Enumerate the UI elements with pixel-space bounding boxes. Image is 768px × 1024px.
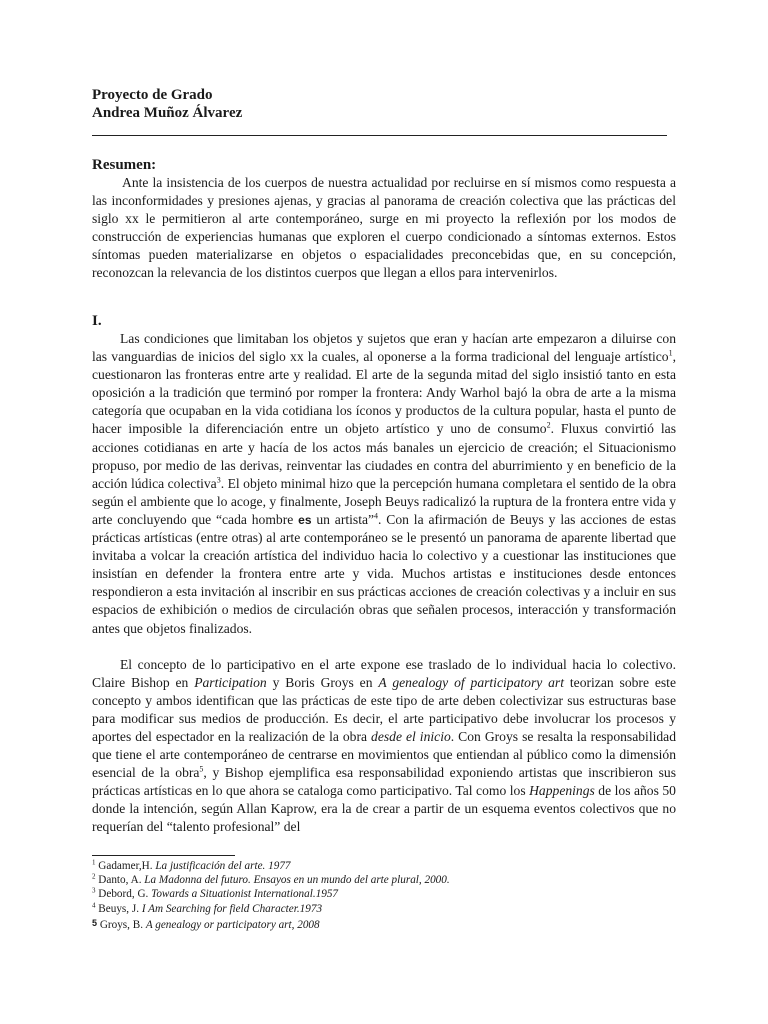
- book-title-genealogy: A genealogy of participatory art: [378, 674, 565, 690]
- body-paragraph-2: El concepto de lo participativo en el arte expone ese traslado de lo individual hacia lo colectivo. Claire Bishop en Participation y Boris Groys en A genealogy of participatory art teorizan sobre este concepto y ambos identifican que las prácticas de este tipo de arte deben colectivizar sus estructuras base para modificar sus medios de producción. Es decir, el arte participativo debe involucrar los procesos y aportes del espectador en la realización de la obra desde el inicio. Con Groys se resalta la responsabilidad que tiene el arte contemporáneo de centrarse en movimientos que entiendan al público como la dimensión esencial de la obra$^5$, y Bishop ejemplifica esa responsabilidad exponiendo artistas que inscribieron sus prácticas artísticas en lo que ahora se cataloga como participativo. Tal como los Happenings de los años 50 donde la intención, según Allan Kaprow, era la de crear a partir de un esquema eventos colectivos que no requerían del “talento profesional” del: [92, 656, 676, 835]
- abstract-heading: Resumen:: [92, 157, 157, 173]
- abstract-section: [92, 156, 676, 283]
- footnote-ref-4: 4: [374, 511, 379, 521]
- header-rule: [92, 135, 667, 136]
- section-heading: I.: [92, 313, 102, 329]
- emphasis-es: es: [298, 512, 312, 527]
- footnote: $^2$ Danto, A. La Madonna del futuro. Ensayos en un mundo del arte plural, 2000.: [92, 872, 450, 887]
- footnote: $^4$ Beuys, J. I Am Searching for field Character.1973: [92, 900, 323, 915]
- emphasis-desde-el-inicio: desde el inicio: [371, 728, 451, 744]
- footnote-ref-1: 1: [668, 348, 673, 358]
- footnotes: [92, 859, 592, 932]
- footnote: $^3$ Debord, G. Towards a Situationist International.1957: [92, 886, 339, 901]
- footnote: 5 Groys, B. A genealogy or participatory art, 2008: [92, 917, 320, 931]
- footnote: $^1$ Gadamer,H. La justificación del arte. 1977: [92, 858, 291, 872]
- footnote-ref-2: 2: [546, 420, 551, 430]
- document-header: [92, 86, 672, 122]
- body-paragraph-1: Las condiciones que limitaban los objetos y sujetos que eran y hacían arte empezaron a diluirse con las vanguardias de inicios del siglo xx la cuales, al oponerse a la forma tradicional del lenguaje artístico$^1$, cuestionaron las fronteras entre arte y realidad. El arte de la segunda mitad del siglo insistió tanto en esta oposición a la tradición que terminó por romper la frontera: Andy Warhol bajó la obra de arte a la misma categoría que ocupaban en la vida cotidiana los íconos y productos de la cultura popular, hasta el punto de hacer imposible la diferenciación entre un objeto artístico y uno de consumo$^2$. Fluxus convirtió las acciones cotidianas en arte y hacía de los actos más banales un ejercicio de creación; el Situacionismo propuso, por medio de las derivas, reinventar las ciudades en contra del aburrimiento y en beneficio de la acción lúdica colectiva$^3$. El objeto minimal hizo que la percepción humana completara el sentido de la obra según el ambiente que lo acoge, y finalmente, Joseph Beuys radicalizó la ruptura de la frontera entre vida y arte concluyendo que “cada hombre es un artista”$^4$. Con la afirmación de Beuys y las acciones de estas prácticas artísticas (entre otras) al arte contemporáneo se le presentó un panorama de aparente libertad que invitaba a volcar la creación artística del individuo hacia lo colectivo y a cuestionar las instituciones que insistían en defender la frontera entre arte y vida. Muchos artistas e instituciones desde entonces respondieron a esta invitación al inscribir en sus prácticas acciones de creación colectivas y a incluir en sus espacios de exhibición o medios de circulación obras que señalen procesos, interacción y transformación antes que objetos finalizados.: [92, 331, 677, 636]
- footnote-ref-5: 5: [199, 764, 204, 774]
- footnote-ref-3: 3: [216, 475, 221, 485]
- book-title-participation: Participation: [194, 674, 267, 690]
- abstract-paragraph: Ante la insistencia de los cuerpos de nuestra actualidad por recluirse en sí mismos como respuesta a las inconformidades y presiones ajenas, y gracias al panorama de creación colectiva que las prácticas del siglo xx le permitieron al arte contemporáneo, surge en mi proyecto la reflexión por los modos de construcción de experiencias humanas que exploren el cuerpo condicionado a síntomas externos. Estos síntomas pueden materializarse en objetos o espacialidades preconcebidas que, en su concepción, reconozcan la relevancia de los distintos cuerpos que llegan a ellos para intervenirlos.: [92, 175, 676, 281]
- section-one: [92, 312, 676, 837]
- author-name: Andrea Muñoz Álvarez: [92, 105, 243, 121]
- term-happenings: Happenings: [529, 783, 595, 799]
- project-title: Proyecto de Grado: [92, 87, 213, 103]
- footnote-rule: [92, 855, 235, 856]
